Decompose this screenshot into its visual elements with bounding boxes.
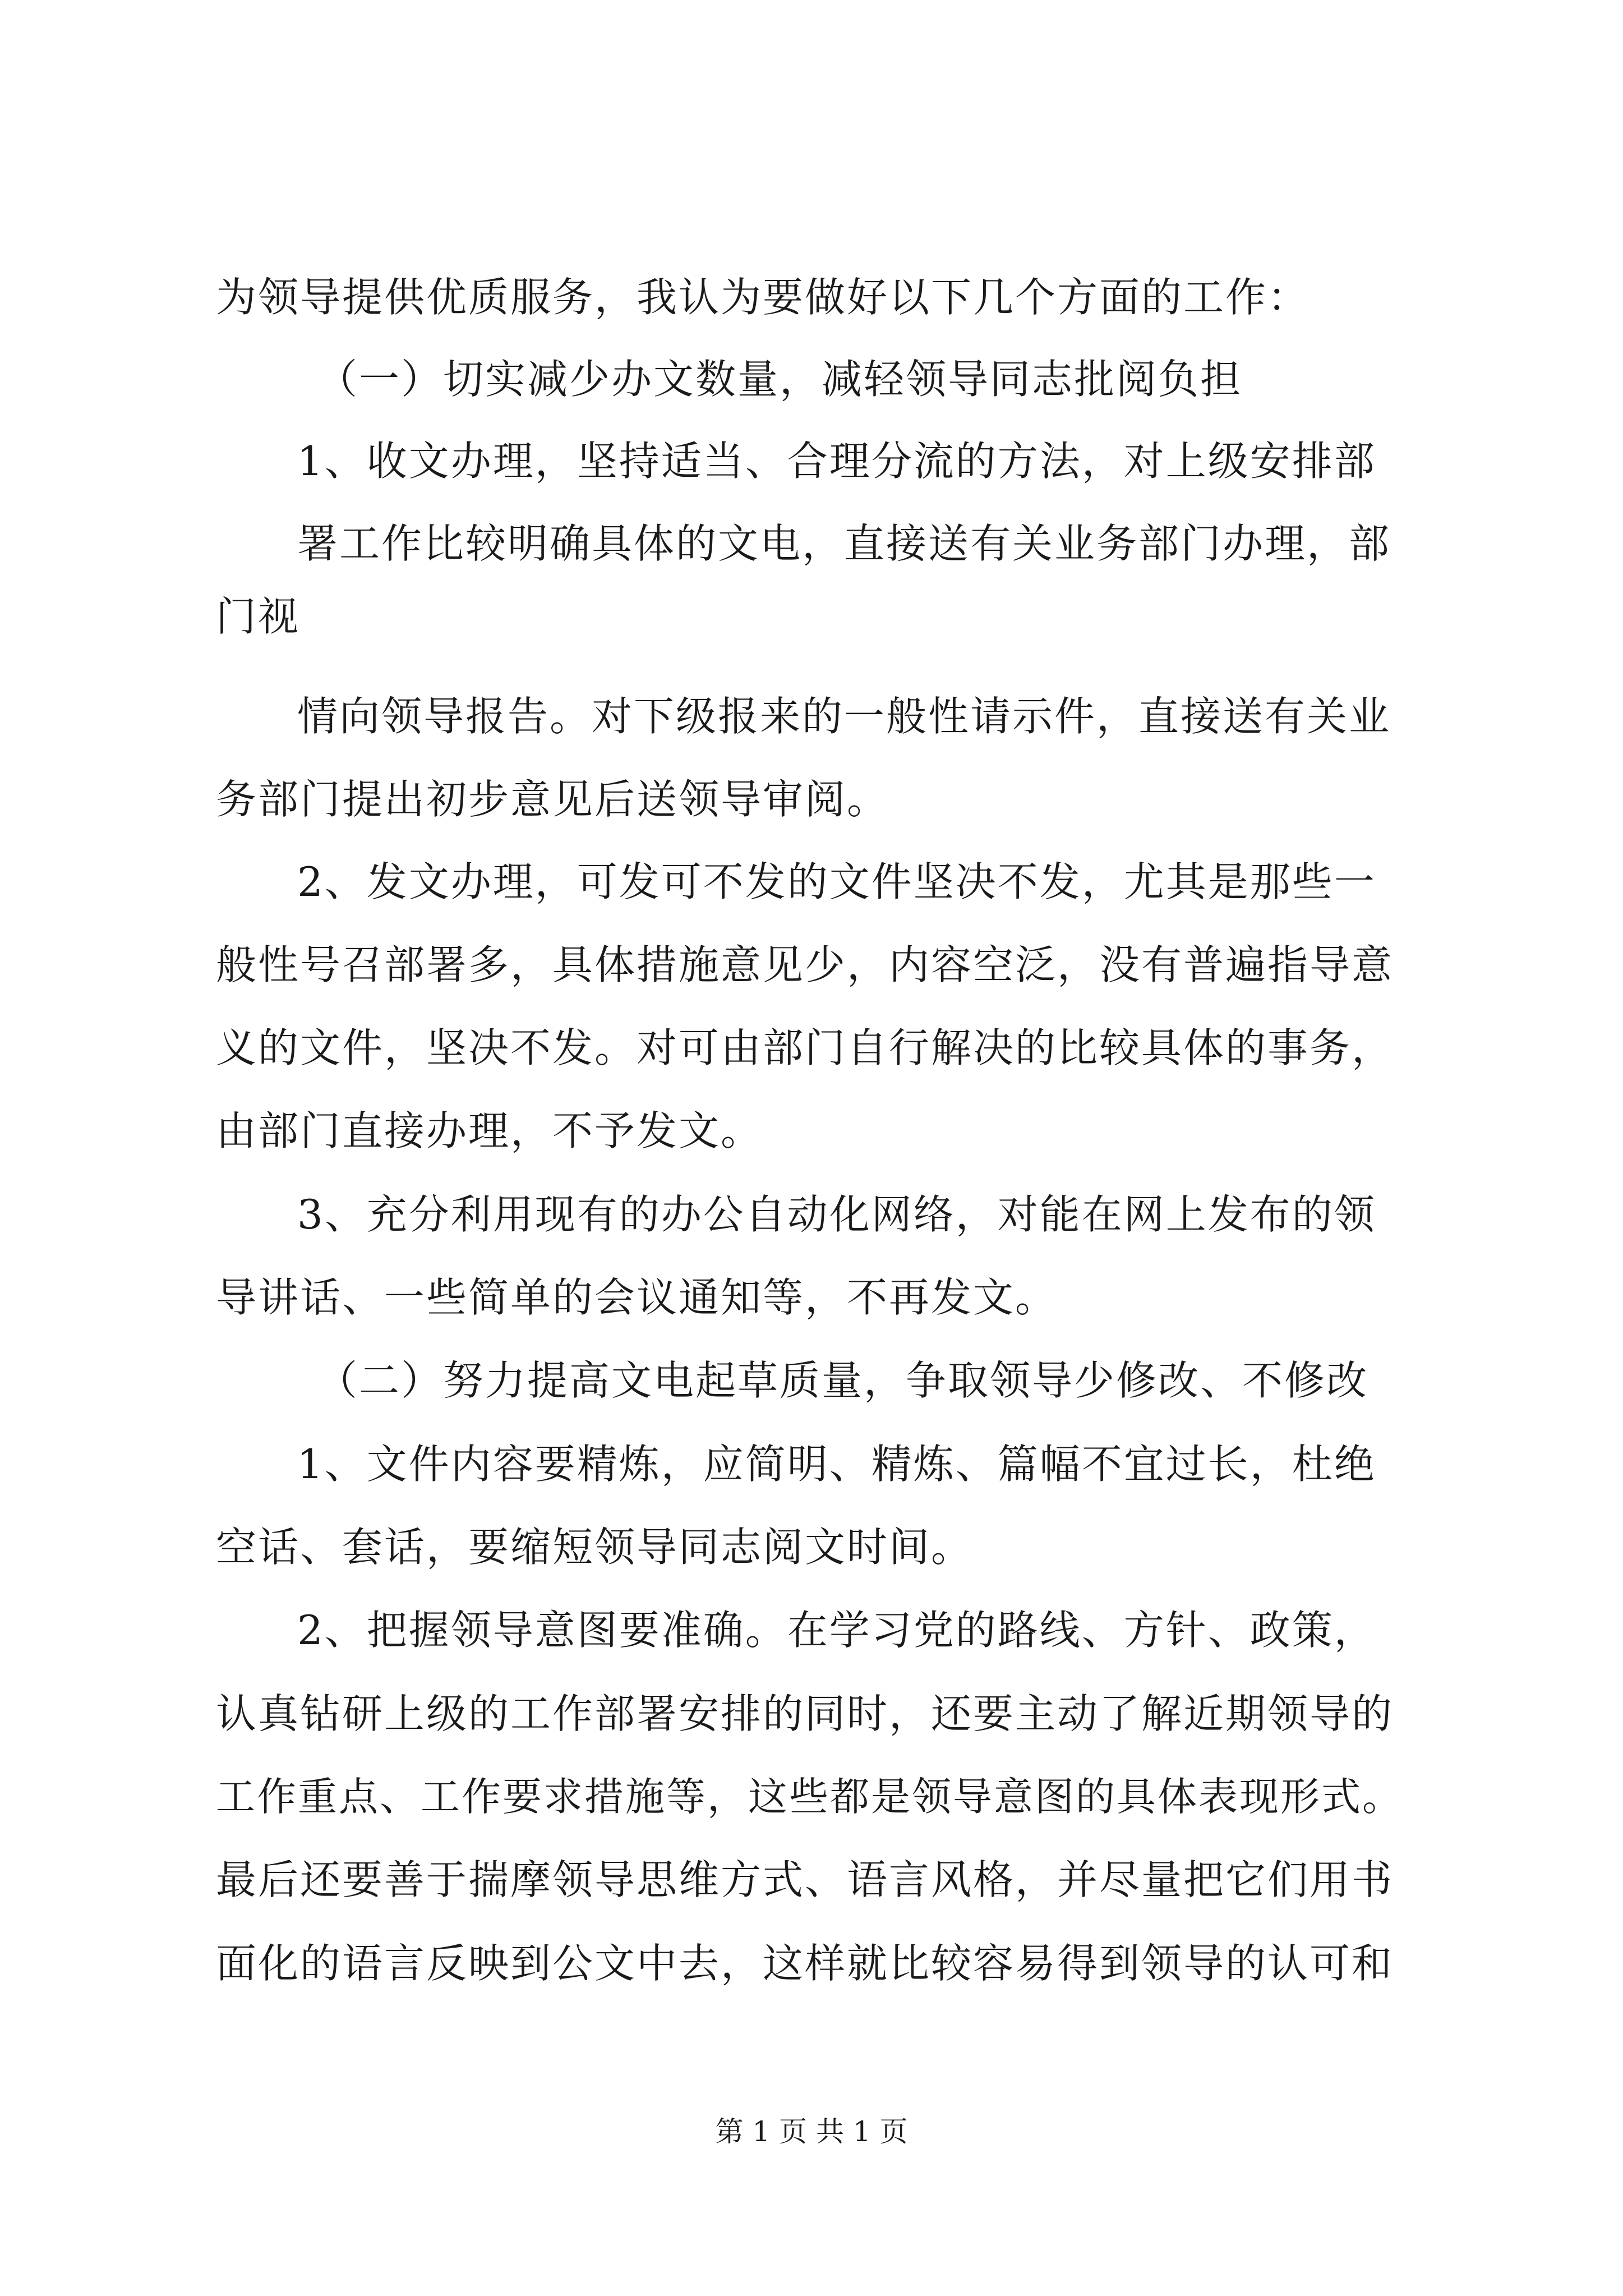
text-line-21: 面化的语言反映到公文中去，这样就比较容易得到领导的认可和 (216, 1940, 1394, 1987)
text-line-10: 义的文件，坚决不发。对可由部门自行解决的比较具体的事务， (216, 1024, 1394, 1071)
text-line-7: 务部门提出初步意见后送领导审阅。 (216, 776, 889, 823)
text-line-15: 1、文件内容要精炼，应简明、精炼、篇幅不宜过长，杜绝 (297, 1441, 1376, 1488)
text-line-3: 1、收文办理，坚持适当、合理分流的方法，对上级安排部 (297, 438, 1376, 485)
page-footer: 第 1 页 共 1 页 (715, 2115, 908, 2148)
text-line-17: 2、把握领导意图要准确。在学习党的路线、方针、政策， (297, 1607, 1376, 1654)
text-line-8: 2、发文办理，可发可不发的文件坚决不发，尤其是那些一 (297, 858, 1376, 905)
section-heading-2: （二）努力提高文电起草质量，争取领导少修改、不修改 (317, 1357, 1369, 1404)
text-line-5: 门视 (216, 593, 301, 640)
text-line-11: 由部门直接办理，不予发文。 (216, 1107, 763, 1154)
text-line-4: 署工作比较明确具体的文电，直接送有关业务部门办理，部 (297, 520, 1391, 567)
text-line-6: 情向领导报告。对下级报来的一般性请示件，直接送有关业 (297, 693, 1391, 740)
text-line-12: 3、充分利用现有的办公自动化网络，对能在网上发布的领 (297, 1191, 1376, 1238)
text-line-9: 般性号召部署多，具体措施意见少，内容空泛，没有普遍指导意 (216, 941, 1394, 988)
text-line-1: 为领导提供优质服务，我认为要做好以下几个方面的工作： (216, 274, 1310, 321)
section-heading-1: （一）切实减少办文数量，减轻领导同志批阅负担 (317, 356, 1243, 403)
text-line-13: 导讲话、一些简单的会议通知等，不再发文。 (216, 1274, 1058, 1321)
text-line-16: 空话、套话，要缩短领导同志阅文时间。 (216, 1524, 974, 1571)
text-line-18: 认真钻研上级的工作部署安排的同时，还要主动了解近期领导的 (216, 1690, 1394, 1737)
text-line-20: 最后还要善于揣摩领导思维方式、语言风格，并尽量把它们用书 (216, 1856, 1394, 1903)
text-line-19: 工作重点、工作要求措施等，这些都是领导意图的具体表现形式。 (216, 1774, 1403, 1820)
